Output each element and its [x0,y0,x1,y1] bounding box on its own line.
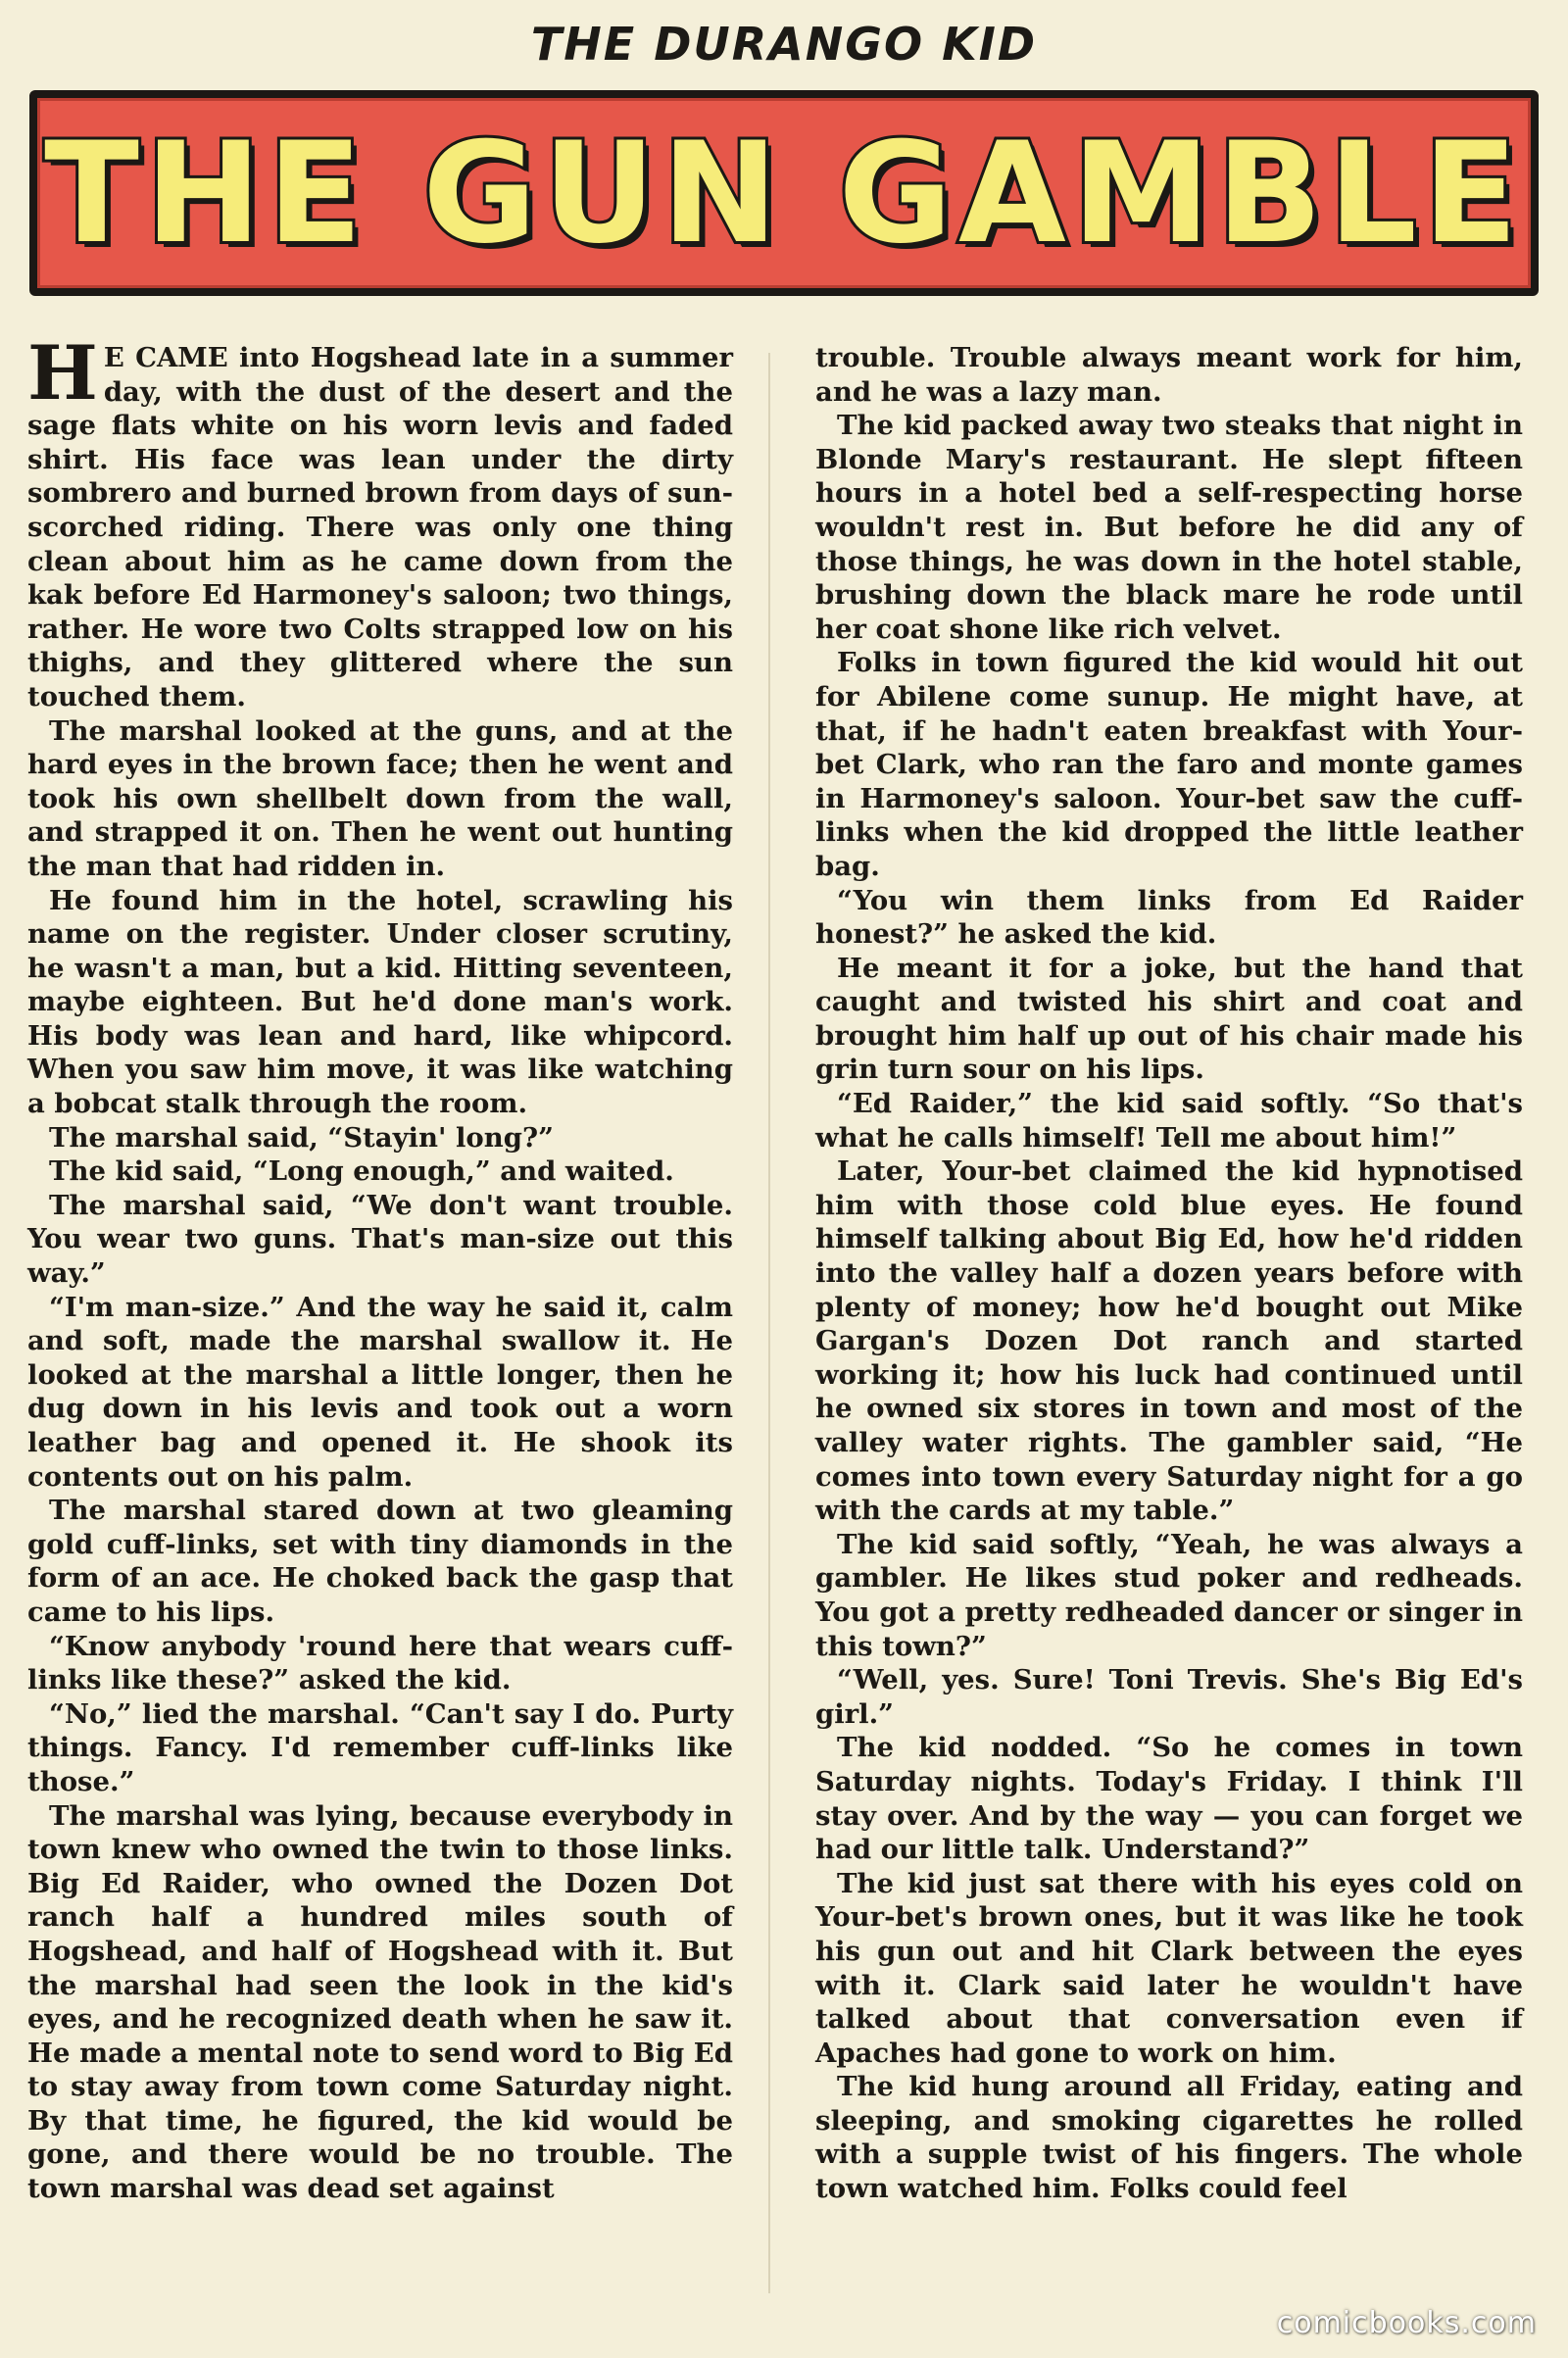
series-header: THE DURANGO KID [530,18,1038,71]
right-text-column [815,341,1523,2206]
paragraph: “Know anybody 'round here that wears cuff-links like these?” asked the kid. [27,1630,733,1696]
column-divider [768,353,770,2293]
paragraph: “I'm man-size.” And the way he said it, calm and soft, made the marshal swallow it. He looked at the marshal a little longer, then he dug down in his levis and took out a worn leather bag and opened it. He shook its contents out on his palm. [27,1291,733,1493]
paragraph-text: E CAME into Hogshead late in a summer day, with the dust of the desert and the sage flats white on his worn levis and faded shirt. His face was lean under the dirty sombrero and burned brown from days of sun-scorched riding. There was only one thing clean about him as he came down from the kak before Ed Harmoney's saloon; two things, rather. He wore two Colts strapped low on his thighs, and they glittered where the sun touched them. [27,342,733,712]
source-watermark: comicbooks.com [1276,2306,1537,2340]
paragraph: “Ed Raider,” the kid said softly. “So that's what he calls himself! Tell me about him!” [815,1088,1523,1154]
paragraph: The kid nodded. “So he comes in town Saturday nights. Today's Friday. I think I'll stay over. And by the way — you can forget we had our little talk. Understand?” [815,1732,1523,1866]
paragraph: The marshal said, “Stayin' long?” [49,1121,554,1154]
paragraph: Later, Your-bet claimed the kid hypnotised him with those cold blue eyes. He found himself talking about Big Ed, how he'd ridden into the valley half a dozen years before with plenty of money; how he'd bought out Mike Gargan's Dozen Dot ranch and started working it; how his luck had continued until he owned six stores in town and most of the valley water rights. The gambler said, “He comes into town every Saturday night for a go with the cards at my table.” [815,1155,1523,1527]
left-text-column [27,329,733,2206]
story-title-banner [29,90,1539,296]
paragraph: The marshal stared down at two gleaming gold cuff-links, set with tiny diamonds in the form of an ace. He choked back the gasp that came to his lips. [27,1495,733,1628]
paragraph: “You win them links from Ed Raider honest?” he asked the kid. [815,884,1523,951]
paragraph: “No,” lied the marshal. “Can't say I do. Purty things. Fancy. I'd remember cuff-links like those.” [27,1697,733,1797]
paragraph: “Well, yes. Sure! Toni Trevis. She's Big Ed's girl.” [815,1664,1523,1730]
paragraph: The kid packed away two steaks that night in Blonde Mary's restaurant. He slept fifteen hours in a hotel bed a self-respecting horse wouldn't rest in. But before he did any of those things, he was down in the hotel stable, brushing down the black mare he rode until her coat shone like rich velvet. [815,410,1523,645]
paragraph: Folks in town figured the kid would hit out for Abilene come sunup. He might have, at that, if he hadn't eaten breakfast with Your-bet Clark, who ran the faro and monte games in Harmoney's saloon. Your-bet saw the cuff-links when the kid dropped the little leather bag. [815,647,1523,882]
paragraph: The kid just sat there with his eyes cold on Your-bet's brown ones, but it was like he took his gun out and hit Clark between the eyes with it. Clark said later he wouldn't have talked about that conversation even if Apaches had gone to work on him. [815,1867,1523,2069]
drop-cap: H [27,329,98,417]
paragraph: The kid hung around all Friday, eating and sleeping, and smoking cigarettes he rolled with a supple twist of his fingers. The whole town watched him. Folks could feel [815,2071,1523,2205]
paragraph: trouble. Trouble always meant work for him, and he was a lazy man. [815,342,1523,408]
paragraph: The marshal said, “We don't want trouble. You wear two guns. That's man-size out this way.” [27,1189,733,1290]
story-title: THE GUN GAMBLE [44,113,1524,274]
paragraph: He found him in the hotel, scrawling his name on the register. Under closer scrutiny, he wasn't a man, but a kid. Hitting seventeen, maybe eighteen. But he'd done man's work. His body was lean and hard, like whipcord. When you saw him move, it was like watching a bobcat stalk through the room. [27,884,733,1120]
paragraph: The kid said softly, “Yeah, he was always a gambler. He likes stud poker and redheads. You got a pretty redheaded dancer or singer in this town?” [815,1528,1523,1662]
paragraph: The kid said, “Long enough,” and waited. [49,1155,674,1188]
paragraph [27,329,733,714]
paragraph: The marshal was lying, because everybody in town knew who owned the twin to those links. Big Ed Raider, who owned the Dozen Dot ranch half a hundred miles south of Hogshead, and half of Hogshead with it. But the marshal had seen the look in the kid's eyes, and he recognized death when he saw it. He made a mental note to send word to Big Ed to stay away from town come Saturday night. By that time, he figured, the kid would be gone, and there would be no trouble. The town marshal was dead set against [27,1799,733,2205]
paragraph: He meant it for a joke, but the hand that caught and twisted his shirt and coat and brought him half up out of his chair made his grin turn sour on his lips. [815,952,1523,1086]
paragraph: The marshal looked at the guns, and at the hard eyes in the brown face; then he went and took his own shellbelt down from the wall, and strapped it on. Then he went out hunting the man that had ridden in. [27,714,733,882]
